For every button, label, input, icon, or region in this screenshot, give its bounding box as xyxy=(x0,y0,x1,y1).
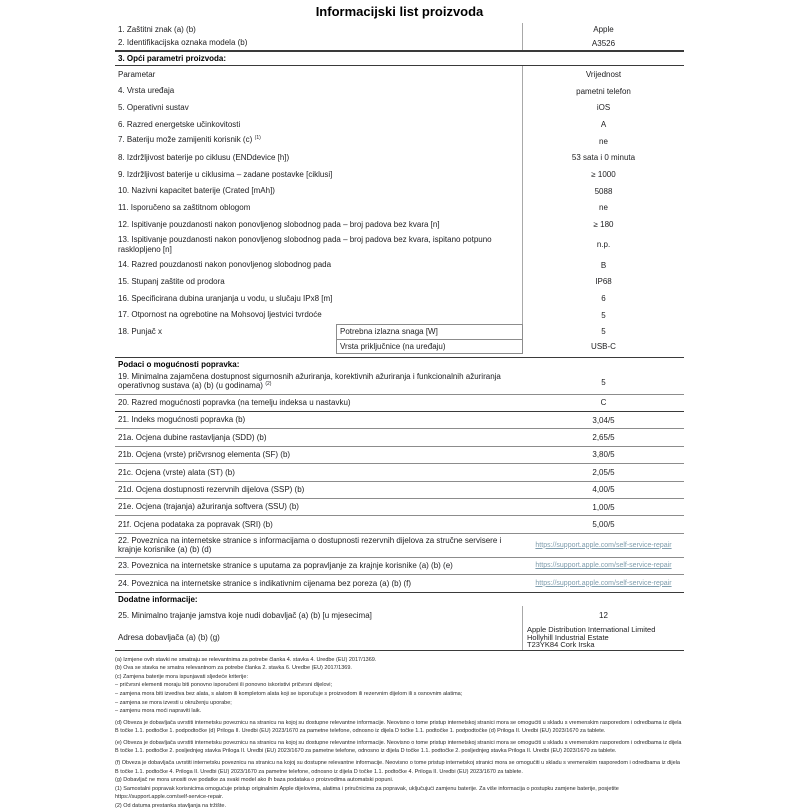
row-label: 1. Zaštitni znak (a) (b) xyxy=(115,23,523,37)
row-value: 3,80/5 xyxy=(592,450,615,460)
warranty-row xyxy=(115,606,684,626)
table-row xyxy=(115,290,684,307)
table-row xyxy=(115,499,684,516)
table-row xyxy=(115,307,684,324)
row-label: 15. Stupanj zaštite od prodora xyxy=(115,274,523,291)
sheet-body xyxy=(115,4,684,811)
row-value: A3526 xyxy=(591,38,616,48)
row-value: Apple xyxy=(593,25,614,35)
table-row xyxy=(115,516,684,533)
table-row xyxy=(115,534,684,558)
table-row xyxy=(115,149,684,166)
row-label: 13. Ispitivanje pouzdanosti nakon ponovljenog slobodnog pada – broj padova bez kvara, ispitano potpuno rasklopljeno [n] xyxy=(115,233,523,257)
row-label: 9. Izdržljivost baterije u ciklusima – zadane postavke [ciklusi] xyxy=(115,166,523,183)
row-label: 7. Bateriju može zamijeniti korisnik (c) $^{(1)}$ xyxy=(115,133,523,150)
address-line: Apple Distribution International Limited xyxy=(527,624,656,634)
table-row xyxy=(115,83,684,100)
supplier-address-label: Adresa dobavljača (a) (b) (g) xyxy=(115,626,523,650)
section-heading-additional-info: Dodatne informacije: xyxy=(118,594,198,604)
footnote: (d) Obveza je dobavljača uvrstiti internetsku poveznicu na stranicu na kojoj su dostupne relevantne informacije. Neovisno o tome pristup internetskoj stranici mora se omogućiti u skladu s vremenskim rasporedom i odredbama iz dijela B točke 1.1. podtočke 1. podpodtočke (d) Priloga II. Uredbi (EU) 2023/1670 za pametne telefone, odnosno iz dijela D točke 1.1. podtočke 1. podpodtočke (d) Priloga II. Uredbi (EU) 2023/1670 za tablete. xyxy=(115,719,682,735)
footnote: (g) Dobavljač ne mora unositi ove podatke za svaki model ako ih baza podataka o proizvodima automatski popuni. xyxy=(115,777,394,784)
charger-subrow-value: USB-C xyxy=(591,341,616,351)
row-label: 6. Razred energetske učinkovitosti xyxy=(115,116,523,133)
row-value: ne xyxy=(599,136,608,146)
table-row xyxy=(115,412,684,429)
table-row xyxy=(115,447,684,464)
footnotes xyxy=(115,656,684,811)
footnote: (b) Ova se stavka ne smatra relevantnom za potrebe članka 2. stavka 6. Uredbe (EU) 2017/1369. xyxy=(115,665,352,672)
row-label: 21c. Ocjena (vrste) alata (ST) (b) xyxy=(118,467,235,477)
footnote: – pričvrsni elementi moraju biti ponovno isporučeni ili ponovno iskoristivi pričvrsni dijelovi; xyxy=(115,682,333,689)
row-label: 11. Isporučeno sa zaštitnom oblogom xyxy=(115,200,523,217)
row-label: 21b. Ocjena (vrste) pričvrsnog elementa (SF) (b) xyxy=(118,450,291,460)
row-value-link xyxy=(523,534,684,557)
row-value: 2,65/5 xyxy=(592,433,615,443)
row-label: 21a. Ocjena dubine rastavljanja (SDD) (b) xyxy=(118,432,267,442)
table-row xyxy=(115,257,684,274)
address-line: T23YK84 Cork Irska xyxy=(527,640,595,650)
row-label: 16. Specificirana dubina uranjanja u vodu, u slučaju IPx8 [m] xyxy=(115,290,523,307)
supplier-address-row xyxy=(115,626,684,651)
table-row xyxy=(115,429,684,446)
table-row xyxy=(115,371,684,395)
row-value: A xyxy=(600,119,607,129)
row-label: 8. Izdržljivost baterije po ciklusu (ENDdevice [h]) xyxy=(115,149,523,166)
table-row xyxy=(115,116,684,133)
table-row xyxy=(115,200,684,217)
table-row xyxy=(115,23,684,37)
charger-nested-table xyxy=(336,324,523,354)
row-value: 4,00/5 xyxy=(592,485,615,495)
table-row xyxy=(115,133,684,150)
row-label: 21d. Ocjena dostupnosti rezervnih dijelova (SSP) (b) xyxy=(118,484,305,494)
row-value: 6 xyxy=(601,294,606,304)
row-label: 21e. Ocjena (trajanja) ažuriranja softvera (SSU) (b) xyxy=(118,502,299,512)
row-label: 14. Razred pouzdanosti nakon ponovljenog slobodnog pada xyxy=(115,257,523,274)
footnote: (c) Zamjena baterije mora ispunjavati sljedeće kriterije: xyxy=(115,673,248,680)
page-title: Informacijski list proizvoda xyxy=(315,4,484,19)
self-service-repair-link[interactable]: https://support.apple.com/self-service-repair xyxy=(535,541,672,549)
footnote: – zamjena se mora izvesti u okruženju uporabe; xyxy=(115,699,232,706)
row-label: 5. Operativni sustav xyxy=(115,99,523,116)
column-header-value: Vrijednost xyxy=(585,69,622,79)
charger-values xyxy=(523,324,684,354)
charger-row xyxy=(115,324,684,354)
row-label: 19. Minimalna zajamčena dostupnost sigurnosnih ažuriranja, korektivnih ažuriranja i funkcionalnih ažuriranja operativnog sustava (a) (b) (u godinama) $^{(2)}$ xyxy=(118,371,501,391)
row-value-link xyxy=(523,558,684,574)
row-label: 23. Poveznica na internetske stranice s uputama za popravljanje za krajnje korisnike (a) (b) (e) xyxy=(118,561,453,571)
footnote: (e) Obveza je dobavljača uvrstiti internetsku poveznicu na stranicu na kojoj su dostupne relevantne informacije. Neovisno o tome pristup internetskoj stranici mora se omogućiti u skladu s vremenskim rasporedom i odredbama iz dijela B točke 1.1. podtočke 2. posljednjeg stavka Priloga II. Uredbi (EU) 2023/1670 za pametne telefone, odnosno iz dijela D točke 1.1. podtočke 2. posljednjeg stavka Priloga II. Uredbi (EU) 2023/1670 za tablete. xyxy=(115,739,682,755)
table-row xyxy=(115,183,684,200)
footnote: (2) Od datuma prestanka stavljanja na tržište. xyxy=(115,803,226,810)
row-value: IP68 xyxy=(595,277,612,287)
row-label: 22. Poveznica na internetske stranice s informacijama o dostupnosti rezervnih dijelova za stručne servisere i krajnje korisnike (a) (b) (d) xyxy=(118,535,502,555)
table-row xyxy=(115,274,684,291)
row-value: 5,00/5 xyxy=(592,520,615,530)
row-value-link xyxy=(523,575,684,591)
trademark-model-table xyxy=(115,23,684,51)
row-label: 21f. Ocjena podataka za popravak (SRI) (b) xyxy=(118,519,273,529)
supplier-address-value xyxy=(523,626,684,650)
table-row xyxy=(115,464,684,481)
row-value: 1,00/5 xyxy=(592,502,615,512)
footnote-superscript: (1) xyxy=(253,135,261,142)
row-label: 10. Nazivni kapacitet baterije (Crated [mAh]) xyxy=(115,183,523,200)
table-row xyxy=(115,482,684,499)
charger-subrow-label: Vrsta priključnice (na uređaju) xyxy=(337,339,522,353)
row-value: 5088 xyxy=(594,186,613,196)
table-row xyxy=(115,216,684,233)
table-row xyxy=(115,558,684,575)
row-value: ≥ 180 xyxy=(593,220,614,230)
footnote-superscript: (2) xyxy=(263,381,272,388)
row-value: pametni telefon xyxy=(576,86,631,96)
footnote: (f) Obveza je dobavljača uvrstiti internetsku poveznicu na stranicu na kojoj su dostupne relevantne informacije. Neovisno o tome pristup internetskoj stranici mora se omogućiti u skladu s vremenskim rasporedom i odredbama iz dijela B točke 1.1. podtočke 4. Priloga II. Uredbi (EU) 2023/1670 za pametne telefone, odnosno iz dijela D točke 1.1. podtočke 4. Priloga II. Uredbi (EU) 2023/1670 za tablete. xyxy=(115,760,680,775)
row-value: 5 xyxy=(601,377,606,387)
footnote: – zamjena mora biti izvediva bez alata, s alatom ili kompletom alata koji se isporučuje s proizvodom ili rezervnim dijelom ili s osnovnim alatima; xyxy=(115,690,463,697)
row-value: 2,05/5 xyxy=(592,467,615,477)
row-label: 21. Indeks mogućnosti popravka (b) xyxy=(118,415,246,425)
self-service-repair-link[interactable]: https://support.apple.com/self-service-repair xyxy=(535,562,672,570)
table-row xyxy=(115,395,684,412)
row-value: ≥ 1000 xyxy=(591,169,616,179)
row-value: ne xyxy=(599,203,608,213)
charger-label: 18. Punjač x xyxy=(118,326,163,336)
table-row xyxy=(115,233,684,257)
charger-subrow-label: Potrebna izlazna snaga [W] xyxy=(340,327,438,337)
footnote: (a) Izmjene ovih stavki ne smatraju se relevantnima za potrebe članka 4. stavka 4. Uredbe (EU) 2017/1369. xyxy=(115,656,377,663)
row-label: 12. Ispitivanje pouzdanosti nakon ponovljenog slobodnog pada – broj padova bez kvara [n] xyxy=(115,216,523,233)
footnote: (1) Samostalni popravak korisnicima omogućuje pristup originalnim Apple dijelovima, alatima i priručnicima za popravak, uključujući zamjenu baterije. Za više informacija o postupku zamjene baterije, posjetite https://support.apple.com/self-service-repair. xyxy=(115,785,619,801)
table-row xyxy=(115,99,684,116)
row-label: 24. Poveznica na internetske stranice s indikativnim cijenama bez poreza (a) (b) (f) xyxy=(118,578,412,588)
row-value: 53 sata i 0 minuta xyxy=(571,153,636,163)
address-line: Hollyhill Industrial Estate xyxy=(527,632,609,642)
repairability-table xyxy=(115,371,684,593)
row-label: 2. Identifikacijska oznaka modela (b) xyxy=(115,37,523,51)
table-row xyxy=(115,166,684,183)
row-value: B xyxy=(600,260,607,270)
row-label: 17. Otpornost na ogrebotine na Mohsovoj ljestvici tvrdoće xyxy=(115,307,523,324)
footnote: – zamjenu mora moći napraviti laik. xyxy=(115,708,202,715)
warranty-value: 12 xyxy=(599,611,608,621)
table-header-row xyxy=(115,66,684,83)
row-label: 20. Razred mogućnosti popravka (na temelju indeksa u nastavku) xyxy=(118,398,351,408)
warranty-label: 25. Minimalno trajanje jamstva koje nudi dobavljač (a) (b) [u mjesecima] xyxy=(115,606,523,626)
self-service-repair-link[interactable]: https://support.apple.com/self-service-repair xyxy=(535,579,672,587)
row-value: 3,04/5 xyxy=(592,415,615,425)
charger-subrow-value: 5 xyxy=(601,326,606,336)
table-row xyxy=(115,37,684,51)
column-header-parameter: Parametar xyxy=(115,66,523,83)
section-heading-repairability: Podaci o mogućnosti popravka: xyxy=(115,357,684,371)
general-parameters-table xyxy=(115,83,684,324)
row-label: 4. Vrsta uređaja xyxy=(115,83,523,100)
table-row xyxy=(115,575,684,592)
row-value: 5 xyxy=(601,310,606,320)
row-value: iOS xyxy=(596,103,611,113)
row-value: C xyxy=(600,398,607,408)
section-heading-general-parameters: 3. Opći parametri proizvoda: xyxy=(115,51,684,66)
row-value: n.p. xyxy=(596,240,611,250)
